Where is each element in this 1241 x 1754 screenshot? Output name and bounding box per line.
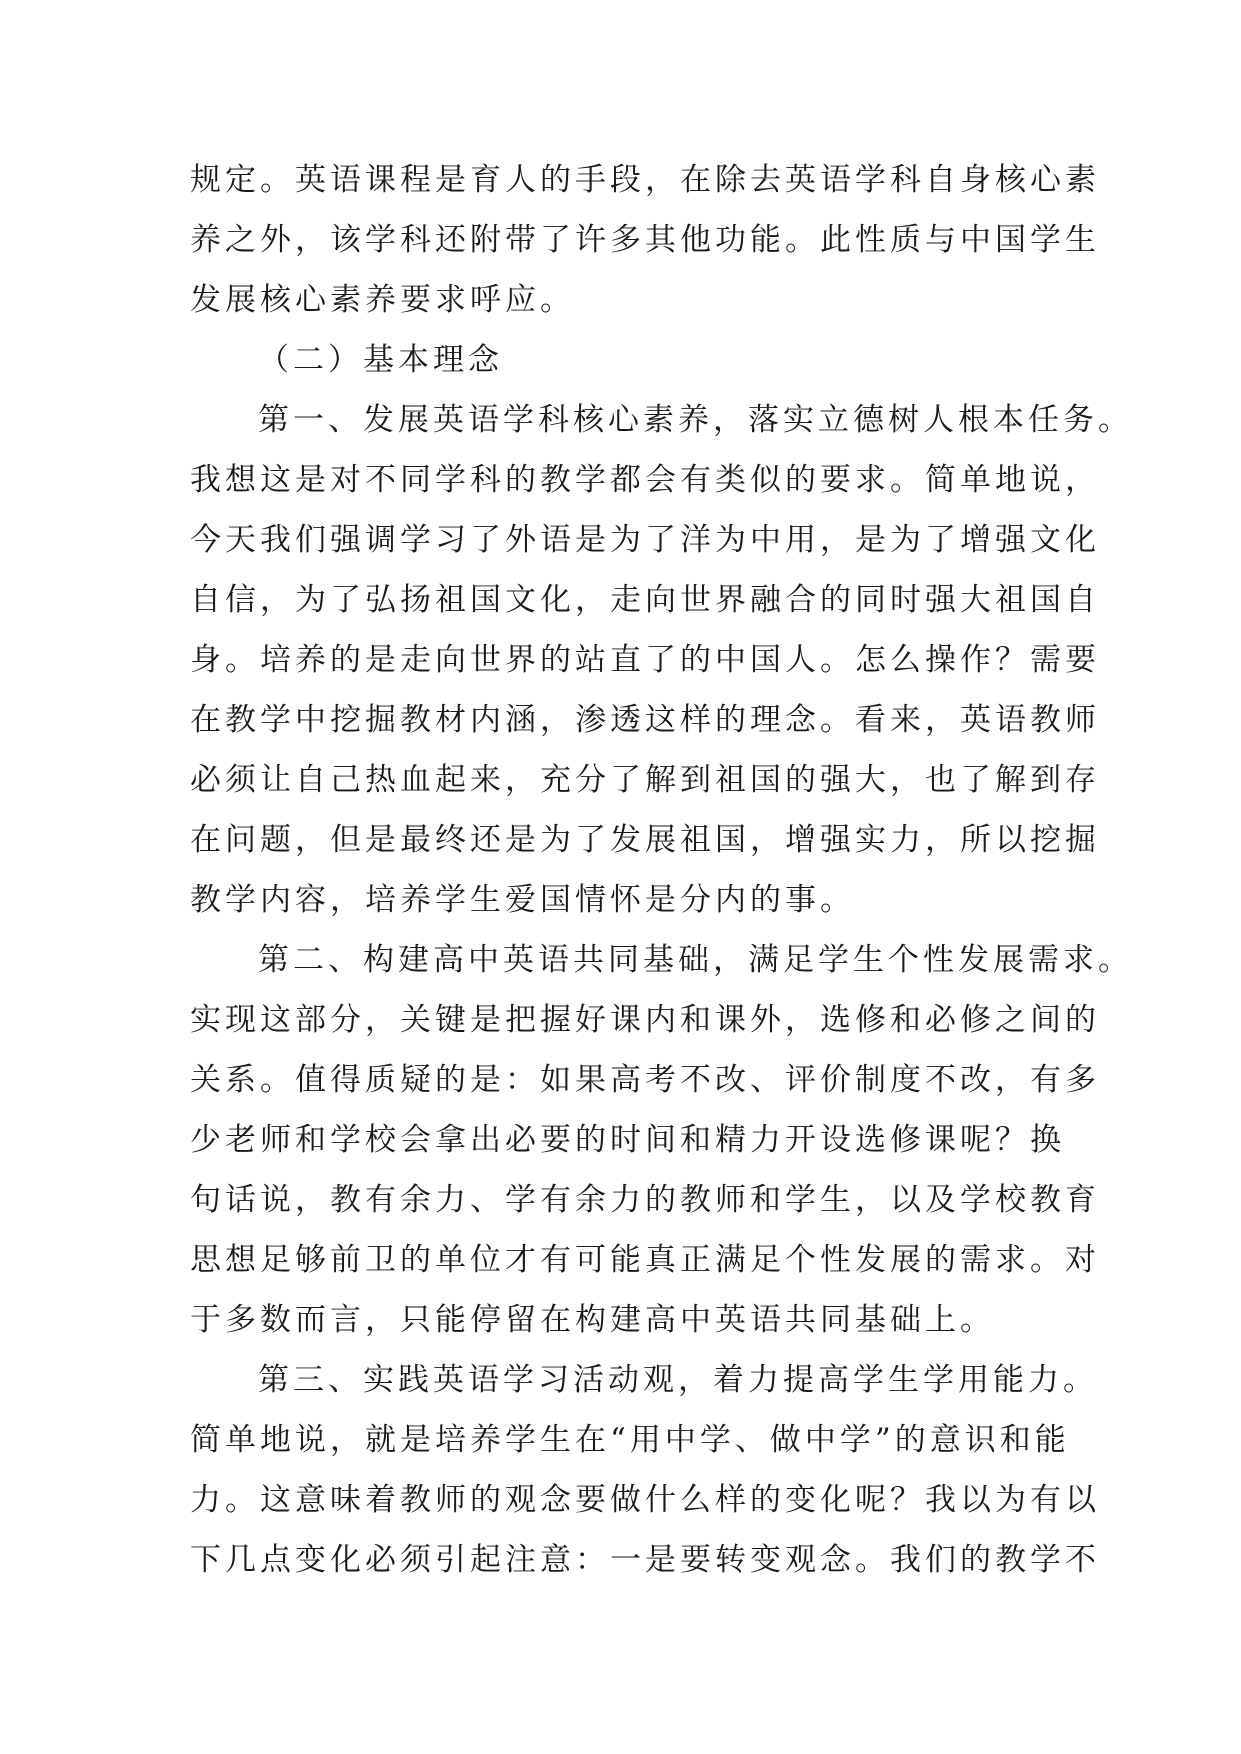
text-line: 下几点变化必须引起注意：一是要转变观念。我们的教学不	[190, 1542, 1100, 1578]
text-line: 关系。值得质疑的是：如果高考不改、评价制度不改，有多	[190, 1062, 1100, 1098]
text-line: 养之外，该学科还附带了许多其他功能。此性质与中国学生	[190, 222, 1100, 258]
text-line: 我想这是对不同学科的教学都会有类似的要求。简单地说，	[190, 462, 1100, 498]
text-line: 身。培养的是走向世界的站直了的中国人。怎么操作？需要	[190, 642, 1100, 678]
text-line: 在问题，但是最终还是为了发展祖国，增强实力，所以挖掘	[190, 822, 1100, 858]
text-line: 句话说，教有余力、学有余力的教师和学生，以及学校教育	[190, 1182, 1100, 1218]
text-line: 实现这部分，关键是把握好课内和课外，选修和必修之间的	[190, 1002, 1100, 1038]
text-line: 第二、构建高中英语共同基础，满足学生个性发展需求。	[258, 942, 1133, 978]
text-line: 于多数而言，只能停留在构建高中英语共同基础上。	[190, 1302, 995, 1338]
text-line: 思想足够前卫的单位才有可能真正满足个性发展的需求。对	[190, 1242, 1100, 1278]
text-line: 在教学中挖掘教材内涵，渗透这样的理念。看来，英语教师	[190, 702, 1100, 738]
text-line: 力。这意味着教师的观念要做什么样的变化呢？我以为有以	[190, 1482, 1100, 1518]
section-heading: （二）基本理念	[258, 342, 503, 378]
text-line: 必须让自己热血起来，充分了解到祖国的强大，也了解到存	[190, 762, 1100, 798]
text-line: 第一、发展英语学科核心素养，落实立德树人根本任务。	[258, 402, 1133, 438]
text-line: 第三、实践英语学习活动观，着力提高学生学用能力。	[258, 1362, 1098, 1398]
body-text	[190, 150, 1133, 1590]
text-line: 简单地说，就是培养学生在“用中学、做中学”的意识和能	[190, 1422, 1070, 1458]
text-line: 今天我们强调学习了外语是为了洋为中用，是为了增强文化	[190, 522, 1100, 558]
text-line: 自信，为了弘扬祖国文化，走向世界融合的同时强大祖国自	[190, 582, 1100, 618]
text-line: 少老师和学校会拿出必要的时间和精力开设选修课呢？换	[190, 1122, 1065, 1158]
text-line: 发展核心素养要求呼应。	[190, 282, 575, 318]
text-line: 规定。英语课程是育人的手段，在除去英语学科自身核心素	[190, 162, 1100, 198]
text-line: 教学内容，培养学生爱国情怀是分内的事。	[190, 882, 855, 918]
